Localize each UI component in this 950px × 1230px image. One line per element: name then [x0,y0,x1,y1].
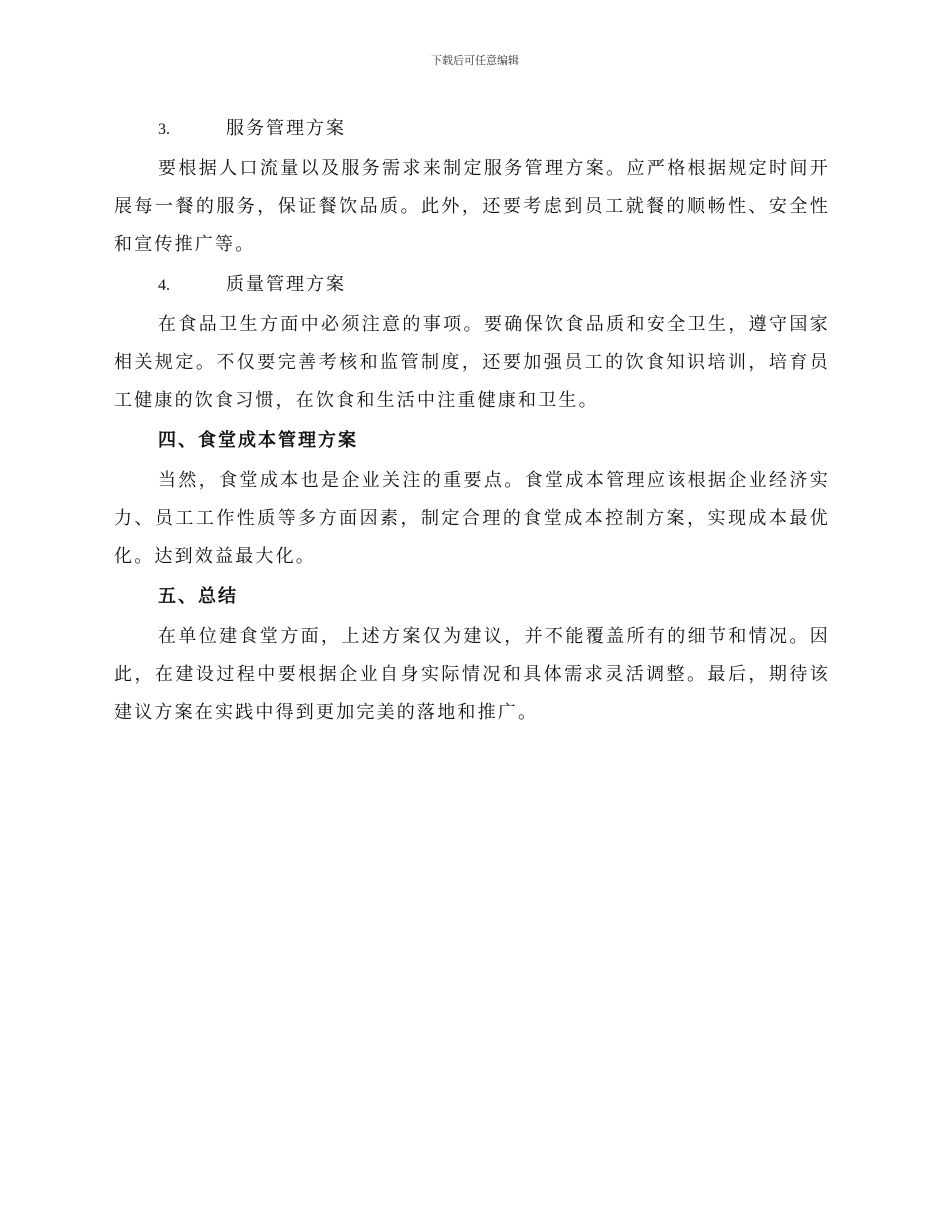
paragraph-quality-management: 在食品卫生方面中必须注意的事项。要确保饮食品质和安全卫生，遵守国家相关规定。不仅要完善考核和监管制度，还要加强员工的饮食知识培训，培育员工健康的饮食习惯，在饮食和生活中注重健康和卫生。 [114,314,830,411]
subheading-number: 4. [158,277,170,294]
subheading-title: 质量管理方案 [226,274,346,295]
page-header: 下载后可任意编辑 [431,54,519,67]
subheading-quality-management [114,268,830,302]
document-body [114,112,830,736]
paragraph-summary: 在单位建食堂方面，上述方案仅为建议，并不能覆盖所有的细节和情况。因此，在建设过程中要根据企业自身实际情况和具体需求灵活调整。最后，期待该建议方案在实践中得到更加完美的落地和推广。 [114,626,830,723]
section-heading-summary: 五、总结 [158,586,238,607]
subheading-title: 服务管理方案 [226,118,346,139]
paragraph-service-management: 要根据人口流量以及服务需求来制定服务管理方案。应严格根据规定时间开展每一餐的服务，保证餐饮品质。此外，还要考虑到员工就餐的顺畅性、安全性和宣传推广等。 [114,158,830,255]
subheading-service-management [114,112,830,146]
subheading-number: 3. [158,121,170,138]
paragraph-cost-management: 当然，食堂成本也是企业关注的重要点。食堂成本管理应该根据企业经济实力、员工工作性质等多方面因素，制定合理的食堂成本控制方案，实现成本最优化。达到效益最大化。 [114,470,830,567]
section-heading-cost-management: 四、食堂成本管理方案 [158,430,358,451]
